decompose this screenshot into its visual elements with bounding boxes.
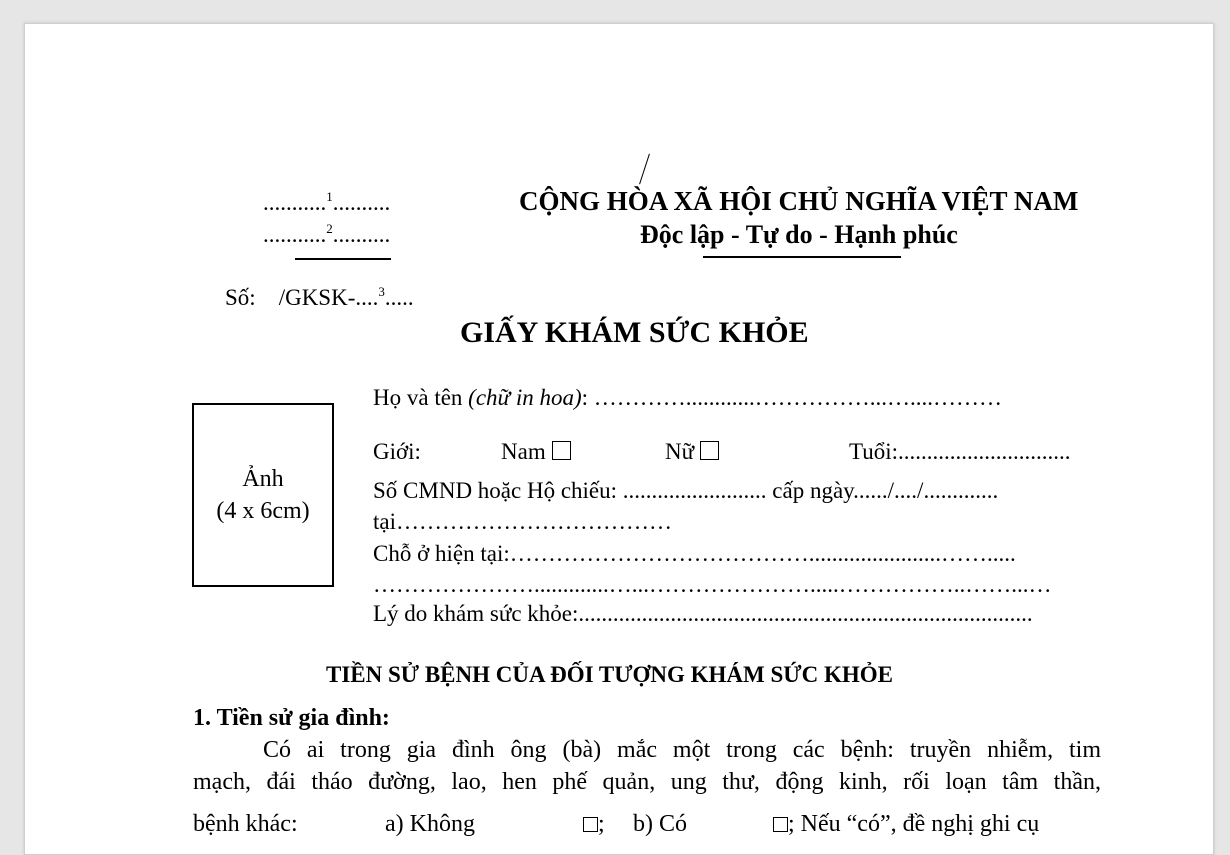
document-title: GIẤY KHÁM SỨC KHỎE	[460, 316, 809, 349]
option-yes-checkbox[interactable]	[773, 817, 788, 832]
family-history-para-2: mạch, đái tháo đường, lao, hen phế quản, ung thư, động kinh, rối loạn tâm thần,	[193, 769, 1101, 795]
male-option: Nam	[501, 439, 571, 465]
gender-label: Giới:	[373, 439, 421, 464]
option-yes: ; Nếu “có”, đề nghị ghi cụ	[773, 811, 1039, 838]
option-no-checkbox[interactable]	[583, 817, 598, 832]
female-option: Nữ	[665, 439, 719, 465]
agency-line-1: ...........$^1$..........	[263, 189, 391, 215]
photo-placeholder	[192, 403, 334, 587]
address-field: Chỗ ở hiện tại:………………………………….......................…….....	[373, 541, 1016, 566]
photo-label: Ảnh	[242, 466, 284, 492]
history-heading: TIỀN SỬ BỆNH CỦA ĐỐI TƯỢNG KHÁM SỨC KHỎE	[326, 662, 893, 687]
option-yes-label: b) Có	[633, 811, 687, 837]
age-field: Tuổi:..............................	[849, 439, 1071, 464]
option-no-label: a) Không	[385, 811, 475, 837]
male-checkbox[interactable]	[552, 441, 571, 460]
reason-field: Lý do khám sức khỏe:...............................................................................	[373, 601, 1033, 626]
motto: Độc lập - Tự do - Hạnh phúc	[640, 220, 958, 249]
family-history-para-1: Có ai trong gia đình ông (bà) mắc một trong các bệnh: truyền nhiễm, tim	[263, 737, 1101, 763]
issued-at-field: tại………………………………	[373, 509, 672, 534]
section-family-history: 1. Tiền sử gia đình:	[193, 705, 390, 731]
option-no: ;	[583, 811, 605, 838]
photo-size: (4 x 6cm)	[216, 498, 310, 524]
country-name: CỘNG HÒA XÃ HỘI CHỦ NGHĨA VIỆT NAM	[519, 186, 1079, 216]
agency-underline	[295, 258, 391, 260]
reference-number: Số: /GKSK-....$^3$.....	[225, 284, 414, 310]
name-field: Họ và tên (chữ in hoa): …………............……………...…....………	[373, 385, 1003, 410]
female-checkbox[interactable]	[700, 441, 719, 460]
address-continuation: ………………….............…...………………….....……………..……...…	[373, 572, 1052, 597]
motto-underline	[703, 256, 901, 258]
id-field: Số CMND hoặc Hộ chiếu: ......................... cấp ngày....../..../.............	[373, 478, 999, 503]
option-prefix: bệnh khác:	[193, 811, 298, 837]
agency-line-2: ...........$^2$..........	[263, 221, 391, 247]
